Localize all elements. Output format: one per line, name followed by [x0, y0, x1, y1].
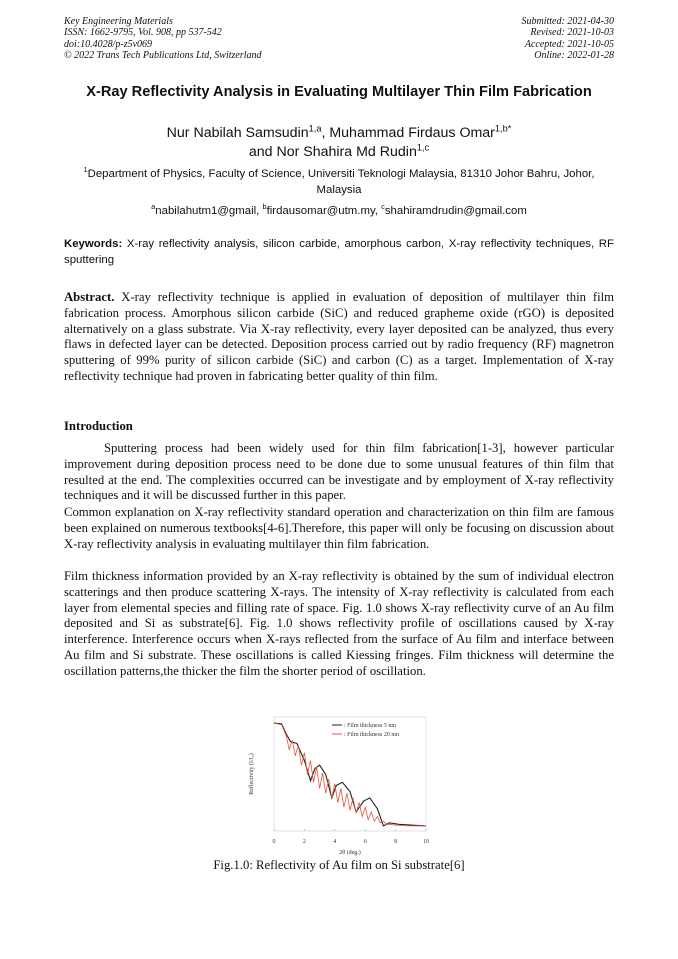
journal-name: Key Engineering Materials — [64, 16, 173, 27]
abstract-text: X-ray reflectivity technique is applied in evaluation of deposition of multilayer thin film fabrication process. Amorphous silicon carbide (SiC) and reduced grapheme oxide (rGO) is deposited alternatively on a glass substrate. Via X-ray reflectivity, every layer deposited can be analyzed, thus every flaws in defected layer can be detected. Deposition process carried out by radio frequency (RF) magnetron sputtering of 99% purity of silicon carbide (SiC) and carbon (C) as a target. Implementation of X-ray reflectivity technique had proven in fabricating better quality of thin film. — [64, 290, 614, 383]
keywords-text: X-ray reflectivity analysis, silicon carbide, amorphous carbon, X-ray reflectivity techniques, RF sputtering — [64, 238, 614, 266]
x-tick-label: 4 — [333, 839, 337, 845]
affiliation — [74, 167, 604, 198]
email-link[interactable]: firdausomar@utm.my, — [266, 205, 382, 217]
reflectivity-chart — [240, 712, 438, 857]
journal-doi: doi:10.4028/p-z5v069 — [64, 38, 153, 50]
abstract-label: Abstract. — [64, 290, 115, 304]
section-heading-introduction: Introduction — [64, 419, 133, 433]
body-paragraph: Film thickness information provided by an X-ray reflectivity is obtained by the sum of individual electron scatterings and then produce scattering X-rays. The intensity of X-ray reflectivity is calculated from each layer from elemental species and filling rate of space. Fig. 1.0 shows X-ray reflectivity curve of an Au film deposited and Si as substrate[6]. Fig. 1.0 shows reflectivity profile of oscillations caused by X-ray interference. Interference occurs when X-rays reflected from the surface of Au film and interface between Au film and Si substrate. These oscillations is called Kiessing fringes. Film thickness will determine the oscillation patterns,the thicker the film the shorter period of oscillation. — [64, 569, 614, 678]
author-list — [64, 124, 614, 161]
legend-label-5nm: : Film thickness 5 nm — [344, 723, 397, 729]
submitted-date: Submitted: 2021-04-30 — [521, 16, 614, 27]
revised-date: Revised: 2021-10-03 — [530, 27, 614, 39]
email-marker: c — [381, 202, 385, 212]
author-2-affil: 1,b* — [494, 123, 512, 134]
email-marker: b — [262, 202, 267, 212]
author-1-affil: 1,a — [308, 123, 322, 134]
body-paragraph: Sputtering process had been widely used for thin film fabrication[1-3], however particular improvement during deposition process need to be done due to some unusual features of thin film that resulted at the end. The complexities occurred can be investigate and by employment of X-ray reflectivity techniques and it will be discussed further in this paper. — [64, 441, 614, 503]
email-link[interactable]: nabilahutm1@gmail, — [155, 205, 263, 217]
online-date: Online: 2022-01-28 — [534, 49, 614, 61]
author-separator: and — [248, 143, 277, 160]
paper-title: X-Ray Reflectivity Analysis in Evaluating Multilayer Thin Film Fabrication — [86, 84, 592, 100]
journal-copyright: © 2022 Trans Tech Publications Ltd, Switzerland — [64, 49, 262, 61]
author-3-affil: 1,c — [416, 141, 430, 152]
email-link[interactable]: shahiramdrudin@gmail.com — [384, 205, 527, 217]
x-axis-label: 2θ (deg.) — [339, 850, 361, 856]
author-2: Muhammad Firdaus Omar — [329, 125, 495, 141]
abstract — [64, 290, 614, 385]
affiliation-text: Department of Physics, Faculty of Science, Universiti Teknologi Malaysia, 81310 Johor Bahru, Johor, Malaysia — [87, 168, 595, 196]
author-3: Nor Shahira Md Rudin — [276, 143, 417, 160]
affiliation-marker: 1 — [83, 165, 88, 175]
keywords — [64, 237, 614, 268]
dates-header — [522, 16, 615, 61]
x-tick-label: 0 — [272, 839, 276, 845]
author-1: Nur Nabilah Samsudin — [166, 125, 309, 141]
x-tick-label: 8 — [394, 839, 398, 845]
journal-header — [64, 16, 262, 61]
body-paragraph: Common explanation on X-ray reflectivity standard operation and characterization on thin film are famous been explained on numerous textbooks[4-6].Therefore, this paper will only be focusing on discussion about X-ray reflectivity analysis in evaluating multilayer thin film fabrication. — [64, 505, 614, 551]
x-tick-label: 6 — [363, 839, 367, 845]
author-emails — [64, 204, 614, 219]
legend-label-20nm: : Film thickness 20 nm — [344, 732, 400, 738]
x-tick-label: 2 — [302, 839, 306, 845]
email-marker: a — [151, 202, 156, 212]
accepted-date: Accepted: 2021-10-05 — [524, 38, 614, 50]
author-separator: , — [321, 125, 330, 141]
journal-issn: ISSN: 1662-9795, Vol. 908, pp 537-542 — [64, 27, 222, 39]
keywords-label: Keywords: — [64, 238, 123, 250]
figure-caption: Fig.1.0: Reflectivity of Au film on Si substrate[6] — [213, 858, 465, 872]
y-axis-label: Reflectivity (I/I₀) — [249, 753, 255, 795]
x-tick-label: 10 — [423, 839, 429, 845]
